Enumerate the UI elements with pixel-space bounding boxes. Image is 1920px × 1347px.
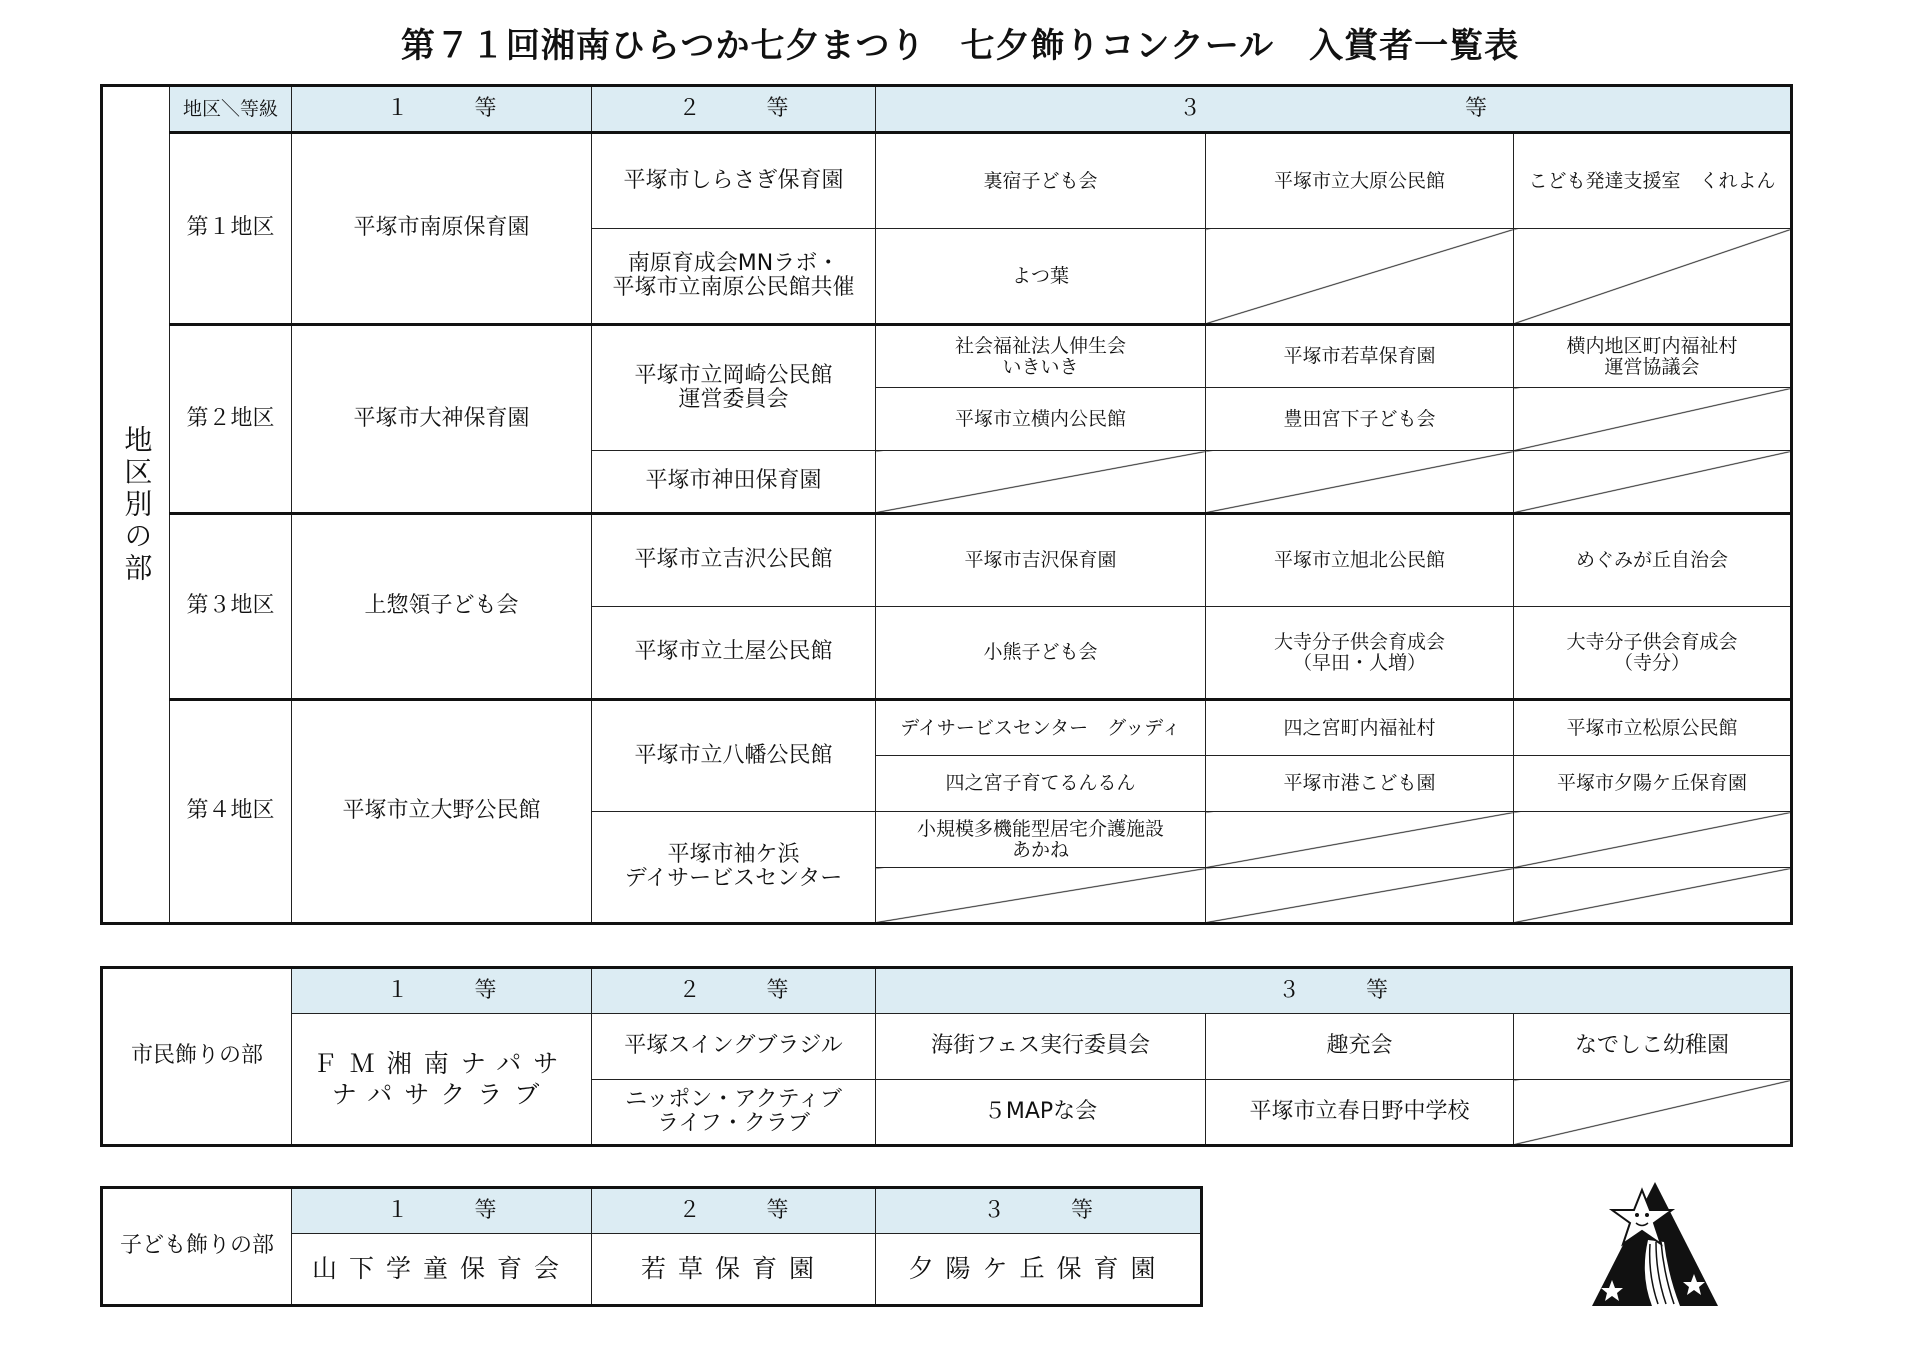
children-grade2-header: ２ 等 [592, 1188, 876, 1234]
district-2-grade1: 平塚市大神保育園 [292, 325, 592, 514]
page-title: 第７１回湘南ひらつか七夕まつり 七夕飾りコンクール 入賞者一覧表 [400, 26, 1520, 66]
district-4-grade2-b: 平塚市袖ケ浜 デイサービスセンター [592, 812, 876, 924]
district-3-grade3-f: 大寺分子供会育成会 （寺分） [1514, 607, 1792, 700]
district-4-grade1: 平塚市立大野公民館 [292, 700, 592, 924]
citizen-grade3-d: ５MAPな会 [876, 1080, 1206, 1146]
empty-cell [1206, 812, 1514, 868]
empty-cell [1514, 868, 1792, 924]
citizen-grade3-a: 海街フェス実行委員会 [876, 1014, 1206, 1080]
children-grade3-header: ３ 等 [876, 1188, 1202, 1234]
district-4-grade3-f: 平塚市夕陽ケ丘保育園 [1514, 756, 1792, 812]
citizen-grade1-header: １ 等 [292, 968, 592, 1014]
district-4-grade3-g: 小規模多機能型居宅介護施設 あかね [876, 812, 1206, 868]
district-1-grade3-a: 裏宿子ども会 [876, 133, 1206, 229]
grade2-header: ２ 等 [592, 86, 876, 133]
district-2-grade3-b: 平塚市若草保育園 [1206, 325, 1514, 388]
district-2-grade3-d: 平塚市立横内公民館 [876, 388, 1206, 451]
district-4-grade3-b: 四之宮町内福祉村 [1206, 700, 1514, 756]
tanabata-star-logo-icon [1590, 1180, 1720, 1310]
district-2-grade2-b: 平塚市神田保育園 [592, 451, 876, 514]
district-4-grade3-d: 四之宮子育てるんるん [876, 756, 1206, 812]
children-section-label: 子ども飾りの部 [102, 1188, 292, 1306]
empty-cell [1206, 229, 1514, 325]
empty-cell [876, 451, 1206, 514]
district-4-name: 第４地区 [170, 700, 292, 924]
district-3-grade3-e: 大寺分子供会育成会 （早田・人増） [1206, 607, 1514, 700]
district-2-name: 第２地区 [170, 325, 292, 514]
citizen-grade1: ＦＭ湘南ナパサ ナパサクラブ [292, 1014, 592, 1146]
district-4-grade3-c: 平塚市立松原公民館 [1514, 700, 1792, 756]
empty-cell [1206, 868, 1514, 924]
children-grade3: 夕陽ケ丘保育園 [876, 1234, 1202, 1306]
district-2-grade3-e: 豊田宮下子ども会 [1206, 388, 1514, 451]
district-3-grade1: 上惣領子ども会 [292, 514, 592, 700]
district-3-grade2-a: 平塚市立吉沢公民館 [592, 514, 876, 607]
citizen-grade2-a: 平塚スイングブラジル [592, 1014, 876, 1080]
district-3-grade2-b: 平塚市立土屋公民館 [592, 607, 876, 700]
grade1-header: １ 等 [292, 86, 592, 133]
empty-cell [1514, 229, 1792, 325]
district-3-grade3-b: 平塚市立旭北公民館 [1206, 514, 1514, 607]
district-4-grade2-a: 平塚市立八幡公民館 [592, 700, 876, 812]
empty-cell [1514, 451, 1792, 514]
citizen-grade2-b: ニッポン・アクティブ ライフ・クラブ [592, 1080, 876, 1146]
children-grade2: 若草保育園 [592, 1234, 876, 1306]
empty-cell [1514, 388, 1792, 451]
district-table [100, 84, 1793, 925]
district-1-grade2-a: 平塚市しらさぎ保育園 [592, 133, 876, 229]
district-2-grade2-a: 平塚市立岡崎公民館 運営委員会 [592, 325, 876, 451]
district-3-grade3-a: 平塚市吉沢保育園 [876, 514, 1206, 607]
district-1-grade2-b: 南原育成会MNラボ・ 平塚市立南原公民館共催 [592, 229, 876, 325]
district-2-grade3-a: 社会福祉法人伸生会 いきいき [876, 325, 1206, 388]
grade3-header: ３ 等 [876, 86, 1792, 133]
district-4-grade3-e: 平塚市港こども園 [1206, 756, 1514, 812]
children-grade1: 山下学童保育会 [292, 1234, 592, 1306]
empty-cell [1514, 1080, 1792, 1146]
district-2-grade3-c: 横内地区町内福祉村 運営協議会 [1514, 325, 1792, 388]
district-3-grade3-d: 小熊子ども会 [876, 607, 1206, 700]
citizen-grade3-header: ３ 等 [876, 968, 1792, 1014]
corner-header: 地区＼等級 [170, 86, 292, 133]
district-1-name: 第１地区 [170, 133, 292, 325]
district-1-grade1: 平塚市南原保育園 [292, 133, 592, 325]
district-3-grade3-c: めぐみが丘自治会 [1514, 514, 1792, 607]
district-1-grade3-d: よつ葉 [876, 229, 1206, 325]
district-section-label: 地区別の部 [102, 86, 170, 924]
citizen-grade3-e: 平塚市立春日野中学校 [1206, 1080, 1514, 1146]
district-1-grade3-c: こども発達支援室 くれよん [1514, 133, 1792, 229]
citizen-grade3-c: なでしこ幼稚園 [1514, 1014, 1792, 1080]
citizen-section-label: 市民飾りの部 [102, 968, 292, 1146]
citizen-table [100, 966, 1793, 1147]
citizen-grade2-header: ２ 等 [592, 968, 876, 1014]
empty-cell [1206, 451, 1514, 514]
empty-cell [876, 868, 1206, 924]
district-3-name: 第３地区 [170, 514, 292, 700]
children-table [100, 1186, 1203, 1307]
district-4-grade3-a: デイサービスセンター グッディ [876, 700, 1206, 756]
district-1-grade3-b: 平塚市立大原公民館 [1206, 133, 1514, 229]
children-grade1-header: １ 等 [292, 1188, 592, 1234]
empty-cell [1514, 812, 1792, 868]
citizen-grade3-b: 趣充会 [1206, 1014, 1514, 1080]
